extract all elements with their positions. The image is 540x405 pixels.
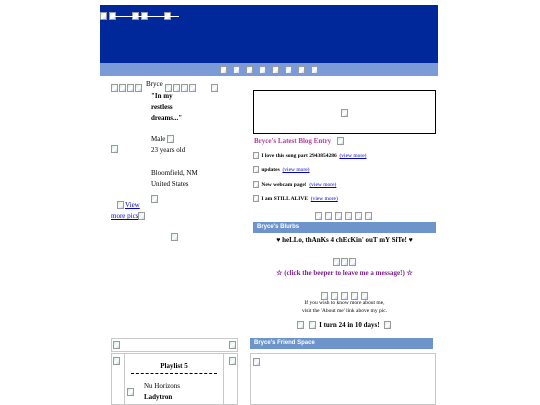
playlist-divider xyxy=(131,373,217,374)
nav-link-image-icon[interactable] xyxy=(285,66,292,74)
broken-image-icon xyxy=(335,212,342,220)
playlist-header-box xyxy=(111,338,238,352)
nav-link-image-icon[interactable] xyxy=(272,66,279,74)
nav-link-image-icon[interactable] xyxy=(233,66,240,74)
location-image xyxy=(151,190,159,208)
headline-line: dreams..." xyxy=(151,114,183,122)
broken-image-icon xyxy=(171,233,178,241)
broken-image-icon xyxy=(333,258,340,266)
bullet-image-icon xyxy=(253,181,259,188)
broken-image-icon xyxy=(167,135,174,143)
broken-image-icon xyxy=(127,84,134,92)
bullet-image-icon xyxy=(253,166,259,173)
about-line: visit the 'About me' link above my pic. xyxy=(301,308,388,314)
nav-link-image-icon[interactable] xyxy=(246,66,253,74)
decor-image xyxy=(171,228,179,246)
blog-entry xyxy=(253,166,310,173)
song-cover xyxy=(127,383,135,401)
broken-image-icon xyxy=(127,388,134,396)
nav-link-image-icon[interactable] xyxy=(298,66,305,74)
broken-image-icon xyxy=(189,84,196,92)
broken-image-icon xyxy=(138,212,145,220)
about-me-note xyxy=(253,299,436,315)
blog-title-text: Bryce's Latest Blog Entry xyxy=(254,137,332,145)
bullet-image-icon xyxy=(253,152,259,159)
broken-image-icon xyxy=(113,357,120,365)
profile-decor-images xyxy=(111,79,143,97)
broken-image-icon xyxy=(229,357,236,365)
nav-bar xyxy=(100,63,438,76)
view-more-link[interactable]: (view more) xyxy=(310,195,338,202)
broken-image-icon xyxy=(253,358,260,366)
broken-image-icon xyxy=(345,212,352,220)
broken-image-icon xyxy=(100,12,107,20)
broken-image-icon xyxy=(117,201,124,209)
playlist-inner xyxy=(124,353,224,405)
gender-text: Male xyxy=(151,135,166,143)
broken-image-icon xyxy=(355,212,362,220)
blog-section-title xyxy=(254,137,345,145)
blurbs-header: Bryce's Blurbs xyxy=(253,222,436,233)
broken-image-icon xyxy=(297,321,304,329)
birthday-text: I turn 24 in 10 days! xyxy=(319,321,380,329)
birthday-countdown xyxy=(253,321,436,329)
broken-image-icon xyxy=(341,258,348,266)
broken-image-icon xyxy=(151,195,158,203)
broken-image-icon xyxy=(113,341,120,349)
view-pics-text[interactable]: View xyxy=(125,201,140,209)
broken-image-icon xyxy=(111,145,118,153)
broken-image-icon xyxy=(337,137,344,145)
broken-image-icon xyxy=(315,212,322,220)
broken-image-icon xyxy=(135,84,142,92)
profile-location xyxy=(151,168,198,190)
broken-image-icon xyxy=(349,258,356,266)
blog-entry-title: New webcam page! xyxy=(261,181,307,188)
broken-image-icon xyxy=(309,321,316,329)
bullet-image-icon xyxy=(253,195,259,202)
headline-line: "In my xyxy=(151,92,173,100)
country-text: United States xyxy=(151,180,189,188)
view-more-link[interactable]: (view more) xyxy=(282,166,310,173)
friend-space-header: Bryce's Friend Space xyxy=(250,338,433,349)
nav-link-image-icon[interactable] xyxy=(220,66,227,74)
blog-entry xyxy=(253,181,336,188)
view-more-link[interactable]: (view more) xyxy=(309,181,337,188)
blog-entry xyxy=(253,195,338,202)
blog-entry-title: I love this song part 2943854286 xyxy=(261,152,337,159)
nav-link-image-icon[interactable] xyxy=(259,66,266,74)
ad-box[interactable] xyxy=(253,90,436,134)
about-line: If you wish to know more about me, xyxy=(304,300,385,306)
broken-image-icon xyxy=(111,84,118,92)
profile-name: Bryce xyxy=(146,80,163,88)
profile-headline xyxy=(151,91,182,124)
view-more-link[interactable]: (view more) xyxy=(339,152,367,159)
beeper-message: ☆ (click the beeper to leave me a message!) ☆ xyxy=(276,269,413,277)
song-artist: Ladytron xyxy=(144,393,173,401)
blog-entry xyxy=(253,152,366,159)
blog-entry-title: I am STILL ALIVE xyxy=(261,195,308,202)
blurb-greeting: ♥ heLLo, thAnKs 4 chEcKin' ouT mY SiTe! ♥ xyxy=(276,236,413,244)
profile-photo[interactable] xyxy=(111,140,119,158)
broken-image-icon xyxy=(229,341,236,349)
broken-image-icon xyxy=(211,84,218,92)
headline-line: restless xyxy=(151,103,173,111)
banner-divider xyxy=(113,16,179,17)
view-pics-text[interactable]: more pics xyxy=(111,212,139,220)
broken-image-icon xyxy=(365,212,372,220)
city-text: Bloomfield, NM xyxy=(151,169,198,177)
view-more-pics-link[interactable] xyxy=(111,200,146,222)
broken-image-icon xyxy=(119,84,126,92)
broken-image-icon xyxy=(341,109,348,117)
blog-entry-title: updates xyxy=(261,166,280,173)
age-text: 23 years old xyxy=(151,146,186,154)
song-artist: Nu Horizons xyxy=(144,382,180,390)
nav-link-image-icon[interactable] xyxy=(311,66,318,74)
broken-image-icon xyxy=(384,321,391,329)
playlist-title: Playlist 5 xyxy=(160,362,188,370)
profile-details xyxy=(151,134,185,156)
broken-image-icon xyxy=(325,212,332,220)
friend-space-box xyxy=(250,353,436,405)
